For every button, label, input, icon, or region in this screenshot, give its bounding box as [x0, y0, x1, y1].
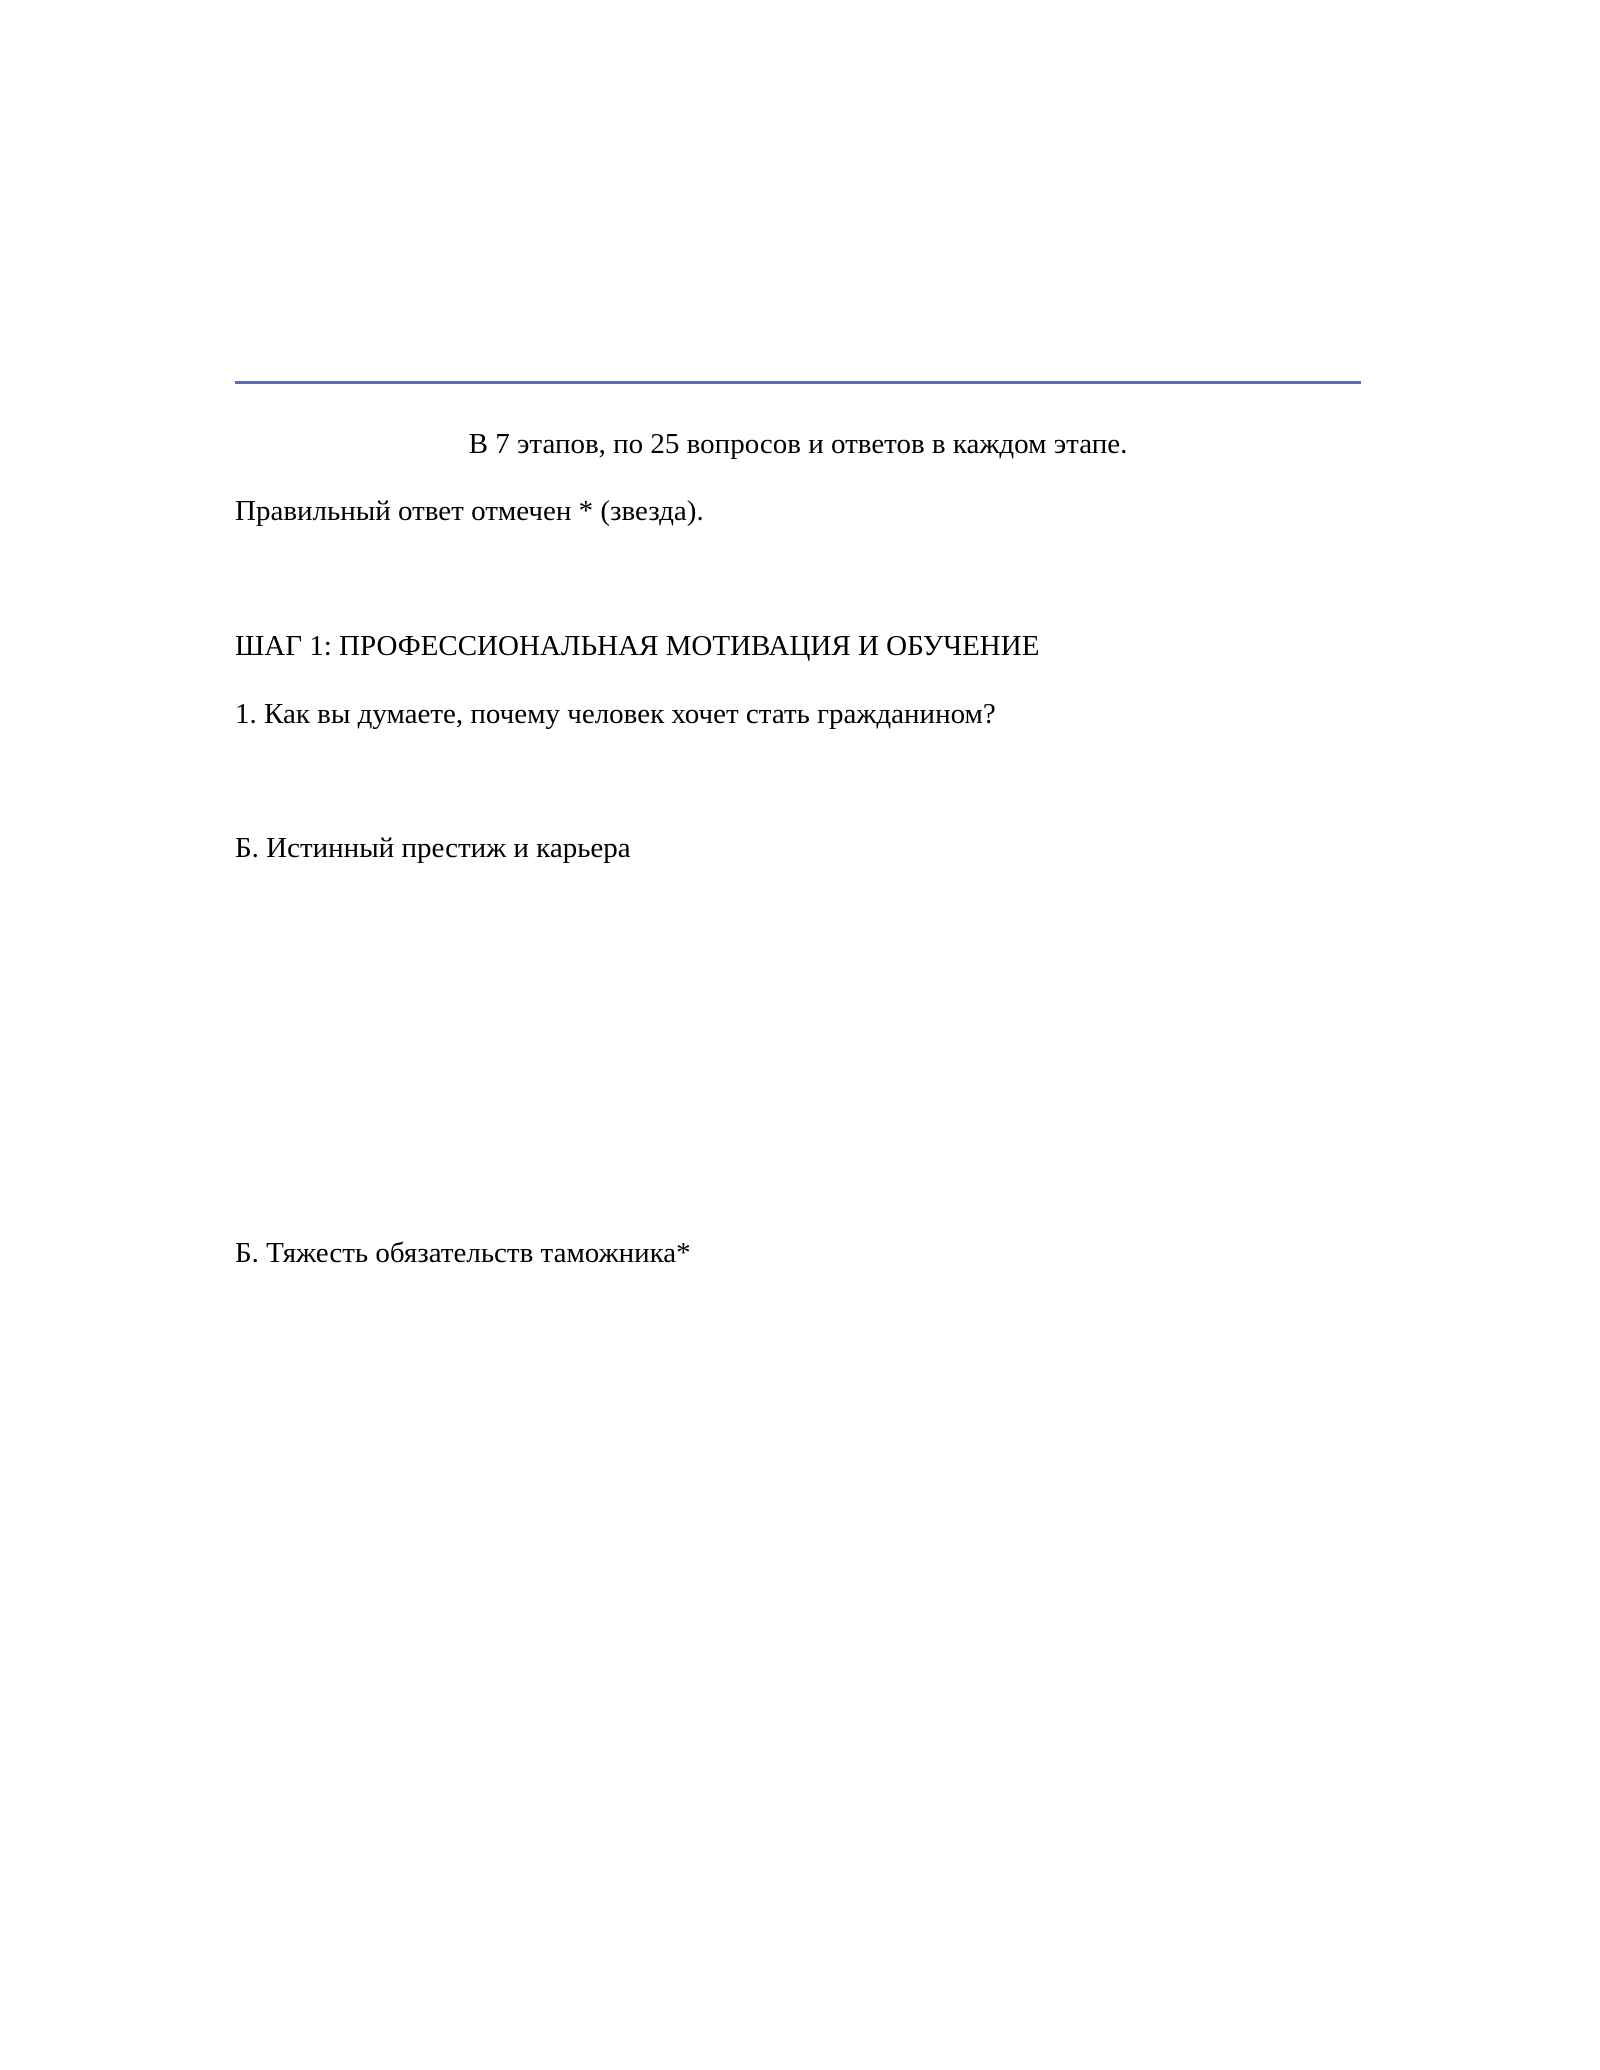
answer-option: Б. Тяжесть обязательств таможника*: [235, 1237, 691, 1269]
intro-text: В 7 этапов, по 25 вопросов и ответов в каждом этапе.: [468, 428, 1128, 460]
note-text: Правильный ответ отмечен * (звезда).: [235, 495, 704, 527]
step-heading: ШАГ 1: ПРОФЕССИОНАЛЬНАЯ МОТИВАЦИЯ И ОБУЧЕНИЕ: [235, 630, 1040, 662]
question-1: 1. Как вы думаете, почему человек хочет стать гражданином?: [235, 698, 996, 730]
header-rule: [235, 381, 1361, 384]
answer-option: Б. Истинный престиж и карьера: [235, 832, 631, 864]
